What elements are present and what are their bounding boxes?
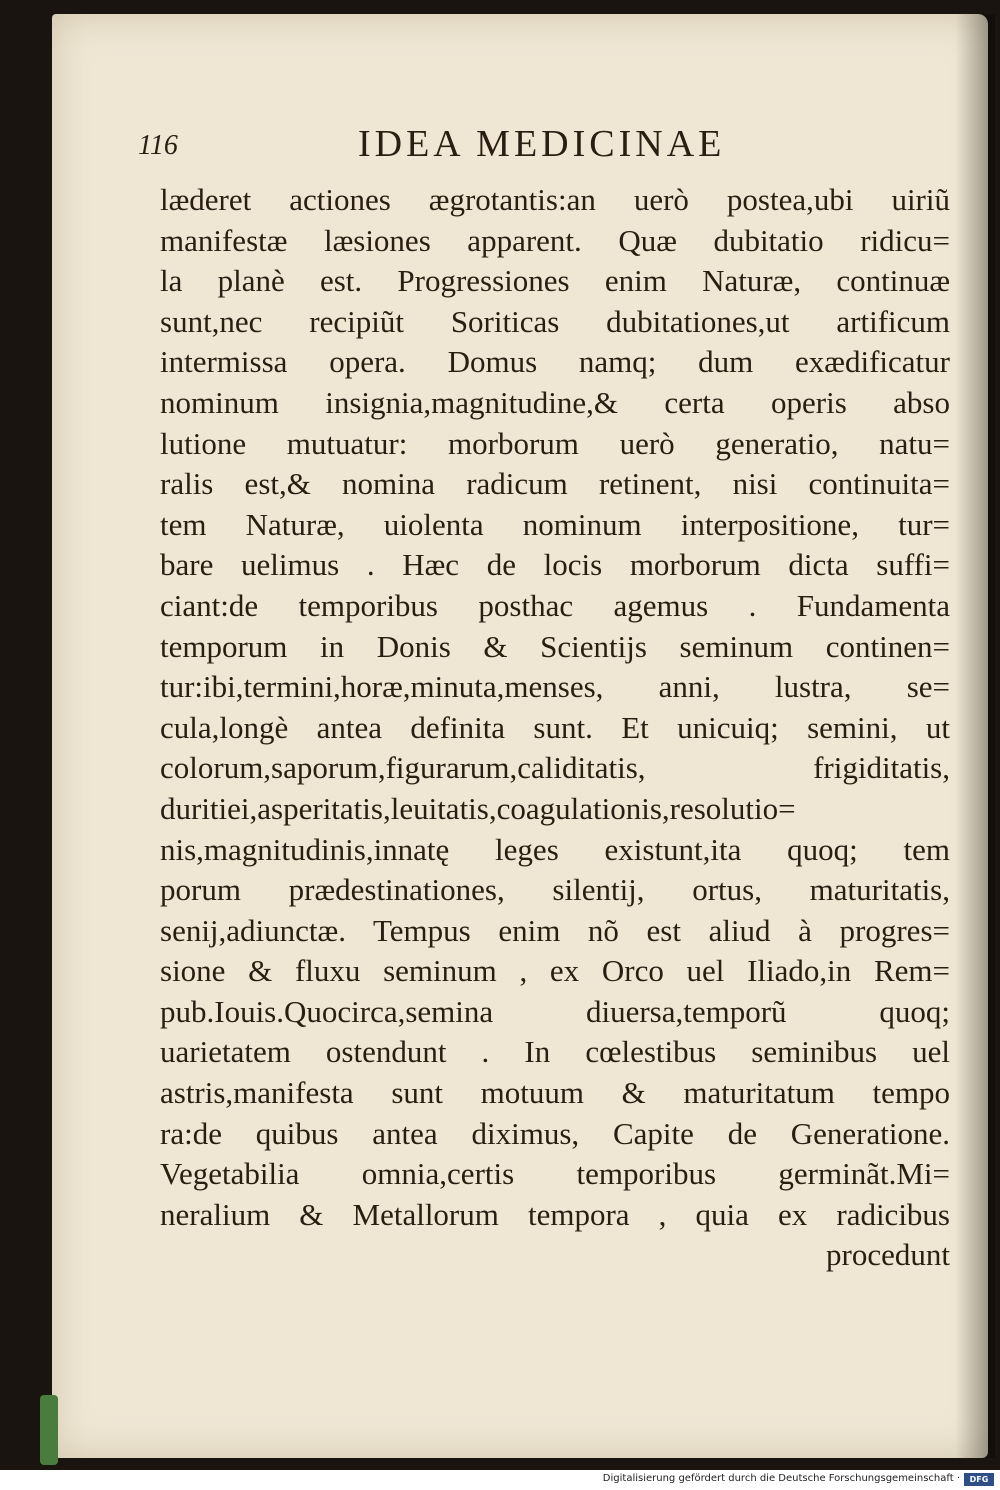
- catchword: procedunt: [826, 1237, 950, 1273]
- text-line: temporum in Donis & Scientijs seminum continen=: [160, 628, 950, 664]
- text-line: tem Naturæ, uiolenta nominum interpositione, tur=: [160, 506, 950, 542]
- text-line: neralium & Metallorum tempora , quia ex radicibus: [160, 1196, 950, 1232]
- text-line: læderet actiones ægrotantis:an uerò postea,ubi uiriũ: [160, 182, 950, 217]
- text-line: tur:ibi,termini,horæ,minuta,menses, anni, lustra, se=: [160, 669, 950, 705]
- text-line: ciant:de temporibus posthac agemus . Fundamenta: [160, 587, 950, 623]
- page-edge-shadow: [955, 14, 995, 1458]
- text-line: duritiei,asperitatis,leuitatis,coagulationis,resolutio=: [160, 790, 796, 826]
- digitization-credit: Digitalisierung gefördert durch die Deutsche Forschungsgemeinschaft ·: [602, 1473, 960, 1484]
- text-line: cula,longè antea definita sunt. Et unicuiq; semini, ut: [160, 709, 950, 745]
- text-line: ra:de quibus antea diximus, Capite de Generatione.: [160, 1115, 950, 1151]
- text-line: sione & fluxu seminum , ex Orco uel Iliado,in Rem=: [160, 953, 950, 989]
- page-stain: [40, 1395, 58, 1465]
- text-line: ralis est,& nomina radicum retinent, nisi continuita=: [160, 466, 950, 502]
- text-line: intermissa opera. Domus namq; dum exædificatur: [160, 344, 950, 380]
- text-line: nis,magnitudinis,innatę leges existunt,ita quoq; tem: [160, 831, 950, 867]
- text-block: [160, 180, 950, 1276]
- running-head: IDEA MEDICINAE: [358, 123, 726, 165]
- dfg-logo: DFG: [964, 1473, 994, 1486]
- text-line: bare uelimus . Hæc de locis morborum dicta suffi=: [160, 547, 950, 583]
- text-line: la planè est. Progressiones enim Naturæ, continuæ: [160, 263, 950, 299]
- text-line: nominum insignia,magnitudine,& certa operis abso: [160, 384, 950, 420]
- page-number: 116: [138, 130, 178, 161]
- text-line: Vegetabilia omnia,certis temporibus germinãt.Mi=: [160, 1156, 950, 1192]
- text-line: uarietatem ostendunt . In cœlestibus seminibus uel: [160, 1034, 950, 1070]
- text-line: sunt,nec recipiũt Soriticas dubitationes,ut artificum: [160, 303, 950, 339]
- text-line: manifestæ læsiones apparent. Quæ dubitatio ridicu=: [160, 222, 950, 258]
- text-line: astris,manifesta sunt motuum & maturitatum tempo: [160, 1075, 950, 1111]
- text-line: lutione mutuatur: morborum uerò generatio, natu=: [160, 425, 950, 461]
- text-line: colorum,saporum,figurarum,caliditatis, frigiditatis,: [160, 750, 950, 786]
- text-line: senij,adiunctæ. Tempus enim nõ est aliud à progres=: [160, 912, 950, 948]
- text-line: porum prædestinationes, silentij, ortus, maturitatis,: [160, 872, 950, 908]
- text-line: pub.Iouis.Quocirca,semina diuersa,temporũ quoq;: [160, 993, 950, 1029]
- page-header: [138, 122, 958, 172]
